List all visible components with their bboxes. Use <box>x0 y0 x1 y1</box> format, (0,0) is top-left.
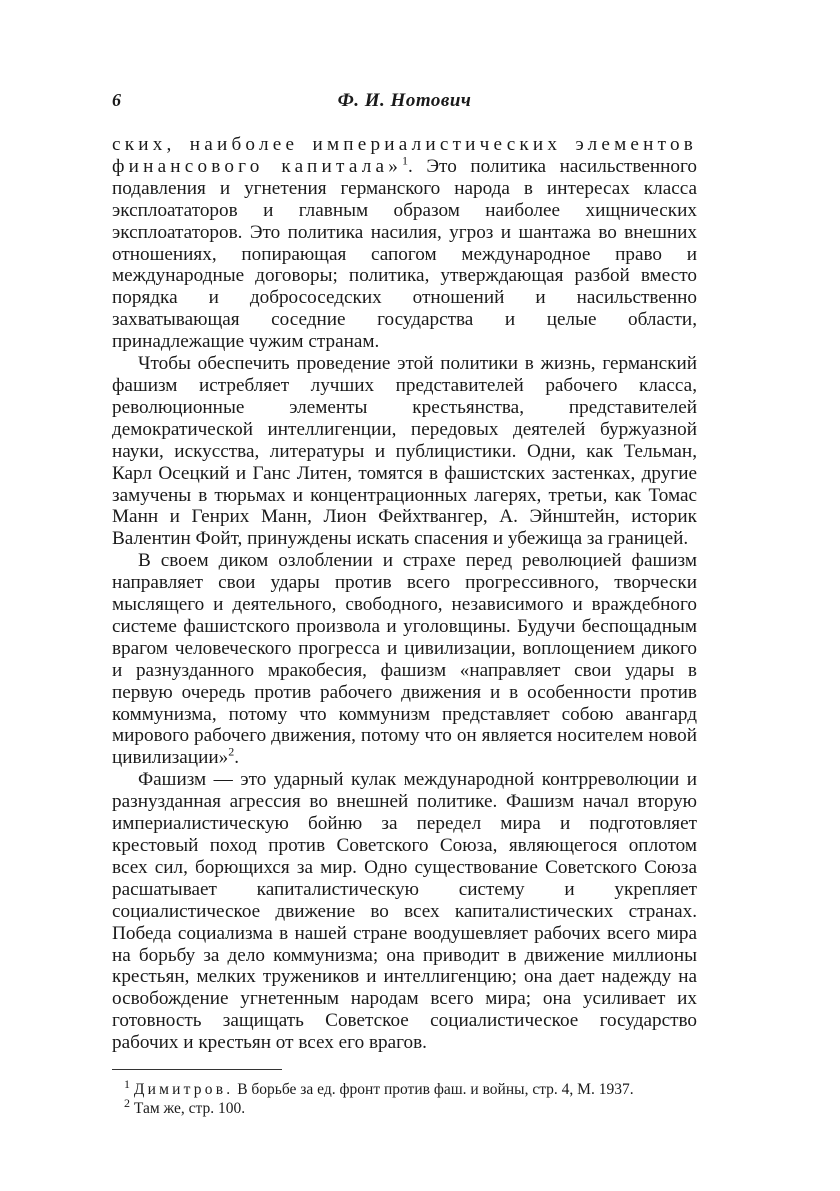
paragraph-3-text: В своем диком озлоблении и страхе перед революцией фашизм направляет свои удары против всего прогрессивного, творчески мыслящего и деятельного, свободного, независимого и враждебного системе фашистского произвола и уголовщины. Будучи беспощадным врагом человеческого прогресса и цивилизации, воплощением дикого и разнузданного мракобесия, фашизм «направляет свои удары в первую очередь против рабочего движения и в особенности против коммунизма, потому что коммунизм представляет собою авангард мирового рабочего движения, потому что он является носителем новой цивилизации» <box>112 550 697 769</box>
paragraph-4: Фашизм — это ударный кулак международной контрреволюции и разнузданная агрессия во внешней политике. Фашизм начал вторую империалистическую бойню за передел мира и подготовляет крестовый поход против Советского Союза, являющегося оплотом всех сил, борющихся за мир. Одно существование Советского Союза расшатывает капиталистическую систему и укрепляет социалистическое движение во всех капиталистических странах. Победа социализма в нашей стране воодушевляет рабочих всего мира на борьбу за дело коммунизма; она приводит в движение миллионы крестьян, мелких тружеников и интеллигенцию; она дает надежду на освобождение угнетенным народам всего мира; она усиливает их готовность защищать Советское социалистическое государство рабочих и крестьян от всех его врагов. <box>112 769 697 1054</box>
paragraph-3-tail: . <box>234 747 239 769</box>
page-number: 6 <box>112 90 121 110</box>
footnote-ref-1: 1 <box>402 153 408 168</box>
book-page <box>112 88 697 1118</box>
page-header <box>112 88 697 116</box>
footnote-marker-2: 2 <box>124 1095 130 1110</box>
footnote-divider <box>112 1069 282 1070</box>
footnote-1-text: В борьбе за ед. фронт против фаш. и войны, стр. 4, М. 1937. <box>233 1081 634 1099</box>
footnote-marker-1: 1 <box>124 1076 130 1091</box>
footnote-ref-2: 2 <box>228 744 235 759</box>
paragraph-2: Чтобы обеспечить проведение этой политики в жизнь, германский фашизм истребляет лучших представителей рабочего класса, революционные элементы крестьянства, представителей демократической интеллигенции, передовых деятелей буржуазной науки, искусства, литературы и публицистики. Одни, как Тельман, Карл Осецкий и Ганс Литен, томятся в фашистских застенках, другие замучены в тюрьмах и концентрационных лагерях, третьи, как Томас Манн и Генрих Манн, Лион Фейхтвангер, А. Эйнштейн, историк Валентин Фойт, принуждены искать спасения и убежища за границей. <box>112 353 697 550</box>
body-text <box>112 134 697 1054</box>
footnote-author: Димитров. <box>133 1081 234 1099</box>
footnote-2-text: Там же, стр. 100. <box>130 1100 246 1118</box>
spaced-quotation: ских, наиболее империалистических элементов финансового капитала» <box>112 134 697 177</box>
running-head: Ф. И. Нотович <box>337 90 472 111</box>
footnotes <box>112 1076 697 1118</box>
footnote-1 <box>112 1076 697 1099</box>
paragraph-1 <box>112 134 697 353</box>
paragraph-1-text: . Это политика насильственного подавления и угнетения германского народа в интересах класса эксплоататоров и главным образом наиболее хищнических эксплоататоров. Это политика насилия, угроз и шантажа во внешних отношениях, попирающая сапогом международное право и международные договоры; политика, утверждающая разбой вместо порядка и добрососедских отношений и насильственно захватывающая соседние государства и целые области, принадлежащие чужим странам. <box>112 155 697 353</box>
footnote-2 <box>112 1095 697 1118</box>
paragraph-3 <box>112 550 697 769</box>
